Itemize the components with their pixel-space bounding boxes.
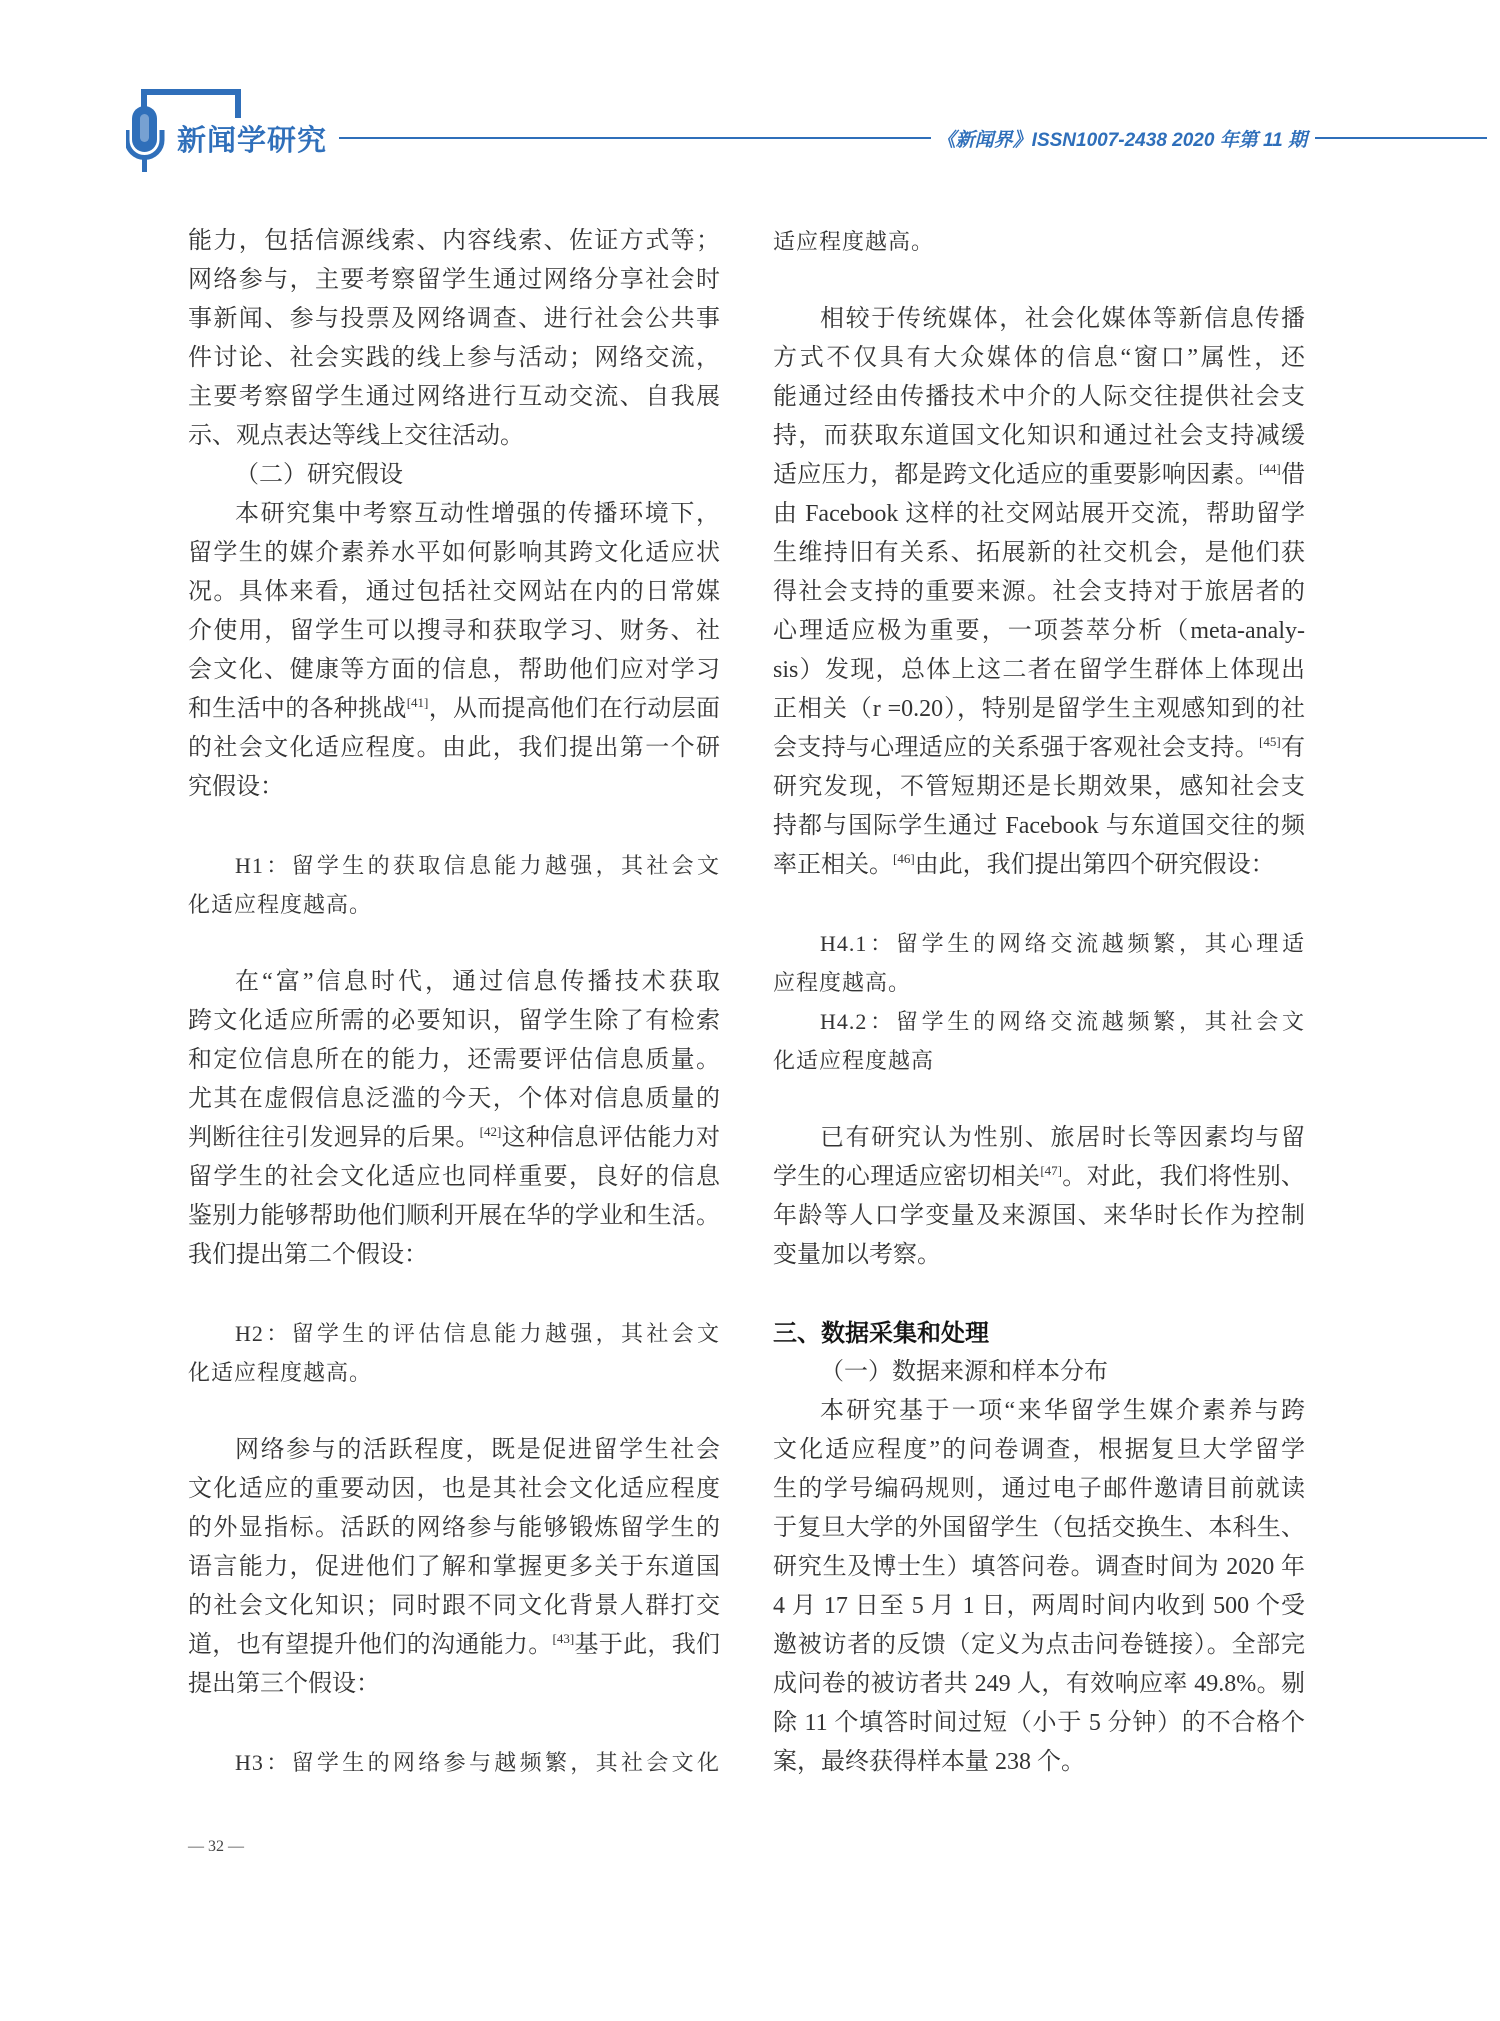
section-title: 新闻学研究 bbox=[177, 118, 329, 159]
page-number: — 32 — bbox=[188, 1838, 244, 1855]
text-line: 鉴别力能够帮助他们顺利开展在华的学业和生活。 bbox=[188, 1203, 720, 1229]
header-rule-end bbox=[1315, 137, 1487, 139]
hypothesis-line: 化适应程度越高。 bbox=[188, 1360, 373, 1385]
text-line: 于复旦大学的外国留学生（包括交换生、本科生、 bbox=[773, 1515, 1305, 1541]
text-line: 能通过经由传播技术中介的人际交往提供社会支 bbox=[773, 384, 1305, 410]
text-run: 借 bbox=[1280, 462, 1306, 488]
text-run: 基于此，我们 bbox=[574, 1632, 721, 1658]
text-line: 跨文化适应所需的必要知识，留学生除了有检索 bbox=[188, 1008, 720, 1034]
subsection-heading-title: （一）数据来源和样本分布 bbox=[820, 1359, 1108, 1385]
citation-marker: [45] bbox=[1259, 734, 1281, 749]
text-line: 的社会文化知识；同时跟不同文化背景人群打交 bbox=[188, 1593, 720, 1619]
hypothesis-line: H1：留学生的获取信息能力越强，其社会文 bbox=[235, 853, 720, 878]
text-line: 提出第三个假设： bbox=[188, 1671, 380, 1697]
text-line: 邀被访者的反馈（定义为点击问卷链接）。全部完 bbox=[773, 1632, 1305, 1658]
text-line: 变量加以考察。 bbox=[773, 1242, 941, 1268]
text-line: 已有研究认为性别、旅居时长等因素均与留 bbox=[820, 1125, 1305, 1151]
text-run: 适应压力，都是跨文化适应的重要影响因素。 bbox=[773, 462, 1260, 488]
text-line: 心理适应极为重要，一项荟萃分析（meta-analy- bbox=[773, 618, 1305, 644]
text-line: 我们提出第二个假设： bbox=[188, 1242, 428, 1268]
text-line: 本研究集中考察互动性增强的传播环境下， bbox=[235, 501, 720, 527]
text-line: 由 Facebook 这样的社交网站展开交流，帮助留学 bbox=[773, 501, 1305, 527]
hypothesis-line: H2：留学生的评估信息能力越强，其社会文 bbox=[235, 1321, 720, 1346]
text-line: 的外显指标。活跃的网络参与能够锻炼留学生的 bbox=[188, 1515, 720, 1541]
text-line bbox=[188, 1119, 720, 1158]
text-run: 。对此，我们将性别、 bbox=[1062, 1164, 1306, 1190]
text-line: 和定位信息所在的能力，还需要评估信息质量。 bbox=[188, 1047, 720, 1073]
hypothesis-line: H3：留学生的网络参与越频繁，其社会文化 bbox=[235, 1750, 720, 1775]
text-line: 持，而获取东道国文化知识和通过社会支持减缓 bbox=[773, 423, 1305, 449]
text-line: 生维持旧有关系、拓展新的社交机会，是他们获 bbox=[773, 540, 1305, 566]
text-line: 正相关（r =0.20），特别是留学生主观感知到的社 bbox=[773, 696, 1305, 722]
hypothesis bbox=[188, 1314, 720, 1392]
text-run: 道，也有望提升他们的沟通能力。 bbox=[188, 1632, 553, 1658]
text-run: 判断往往引发迥异的后果。 bbox=[188, 1125, 480, 1151]
paragraph bbox=[773, 1119, 1305, 1275]
paragraph bbox=[773, 1392, 1305, 1782]
text-line: 文化适应程度”的问卷调查，根据复旦大学留学 bbox=[773, 1437, 1305, 1463]
text-run: 这种信息评估能力对 bbox=[501, 1125, 721, 1151]
text-line: 本研究基于一项“来华留学生媒介素养与跨 bbox=[820, 1398, 1305, 1424]
text-line: 在“富”信息时代，通过信息传播技术获取 bbox=[235, 969, 720, 995]
text-run: 学生的心理适应密切相关 bbox=[773, 1164, 1041, 1190]
text-line: 会文化、健康等方面的信息，帮助他们应对学习 bbox=[188, 657, 720, 683]
text-line: 留学生的媒介素养水平如何影响其跨文化适应状 bbox=[188, 540, 720, 566]
text-run: 由此，我们提出第四个研究假设： bbox=[914, 852, 1275, 878]
hypothesis-line: 化适应程度越高。 bbox=[188, 892, 373, 917]
paragraph bbox=[188, 495, 720, 807]
text-line bbox=[773, 729, 1305, 768]
paragraph bbox=[188, 963, 720, 1275]
text-line: 生的学号编码规则，通过电子邮件邀请目前就读 bbox=[773, 1476, 1305, 1502]
hypothesis bbox=[773, 222, 1305, 261]
hypothesis-line: H4.2：留学生的网络交流越频繁，其社会文 bbox=[820, 1009, 1305, 1034]
text-line: 语言能力，促进他们了解和掌握更多关于东道国 bbox=[188, 1554, 720, 1580]
text-line bbox=[773, 846, 1305, 885]
citation-marker: [41] bbox=[406, 695, 429, 710]
left-column bbox=[188, 222, 720, 1782]
text-line: 示、观点表达等线上交往活动。 bbox=[188, 423, 524, 449]
hypothesis bbox=[773, 1002, 1305, 1080]
text-run: 率正相关。 bbox=[773, 852, 893, 878]
text-line: sis）发现，总体上这二者在留学生群体上体现出 bbox=[773, 657, 1305, 683]
text-line: 介使用，留学生可以搜寻和获取学习、财务、社 bbox=[188, 618, 720, 644]
text-line bbox=[188, 690, 720, 729]
text-line: 网络参与的活跃程度，既是促进留学生社会 bbox=[235, 1437, 720, 1463]
subsection-heading-title: （二）研究假设 bbox=[235, 462, 403, 488]
text-run: ，从而提高他们在行动层面 bbox=[428, 696, 721, 722]
text-line bbox=[188, 1626, 720, 1665]
text-line: 事新闻、参与投票及网络调查、进行社会公共事 bbox=[188, 306, 720, 332]
text-line: 研究生及博士生）填答问卷。调查时间为 2020 年 bbox=[773, 1554, 1305, 1580]
text-line: 案，最终获得样本量 238 个。 bbox=[773, 1749, 1085, 1775]
text-line: 留学生的社会文化适应也同样重要，良好的信息 bbox=[188, 1164, 720, 1190]
text-line: 件讨论、社会实践的线上参与活动；网络交流， bbox=[188, 345, 720, 371]
citation-marker: [42] bbox=[479, 1124, 502, 1139]
subsection-heading bbox=[773, 1353, 1305, 1392]
text-line: 尤其在虚假信息泛滥的今天，个体对信息质量的 bbox=[188, 1086, 720, 1112]
paragraph bbox=[773, 300, 1305, 885]
text-line: 网络参与，主要考察留学生通过网络分享社会时 bbox=[188, 267, 720, 293]
header-rule bbox=[339, 137, 931, 139]
text-line: 况。具体来看，通过包括社交网站在内的日常媒 bbox=[188, 579, 720, 605]
section-heading-title: 三、数据采集和处理 bbox=[773, 1319, 989, 1347]
text-line: 主要考察留学生通过网络进行互动交流、自我展 bbox=[188, 384, 720, 410]
text-line: 成问卷的被访者共 249 人，有效响应率 49.8%。剔 bbox=[773, 1671, 1305, 1697]
running-header bbox=[177, 118, 1487, 158]
text-line bbox=[773, 456, 1305, 495]
text-line: 相较于传统媒体，社会化媒体等新信息传播 bbox=[820, 306, 1305, 332]
citation-marker: [46] bbox=[893, 851, 915, 866]
hypothesis-line: 适应程度越高。 bbox=[773, 229, 935, 254]
text-line bbox=[773, 1158, 1305, 1197]
hypothesis-line: H4.1：留学生的网络交流越频繁，其心理适 bbox=[820, 931, 1305, 956]
citation-marker: [43] bbox=[552, 1631, 575, 1646]
paragraph bbox=[188, 222, 720, 456]
text-run: 和生活中的各种挑战 bbox=[188, 696, 407, 722]
hypothesis-line: 化适应程度越高 bbox=[773, 1048, 935, 1073]
paragraph bbox=[188, 1431, 720, 1704]
text-line: 得社会支持的重要来源。社会支持对于旅居者的 bbox=[773, 579, 1305, 605]
section-heading bbox=[773, 1314, 1305, 1353]
text-line: 持都与国际学生通过 Facebook 与东道国交往的频 bbox=[773, 813, 1305, 839]
text-line: 4 月 17 日至 5 月 1 日，两周时间内收到 500 个受 bbox=[773, 1593, 1305, 1619]
text-line: 的社会文化适应程度。由此，我们提出第一个研 bbox=[188, 735, 720, 761]
text-line: 文化适应的重要动因，也是其社会文化适应程度 bbox=[188, 1476, 720, 1502]
hypothesis-line: 应程度越高。 bbox=[773, 970, 912, 995]
hypothesis bbox=[188, 846, 720, 924]
subsection-heading bbox=[188, 456, 720, 495]
text-run: 有 bbox=[1280, 735, 1306, 761]
text-line: 方式不仅具有大众媒体的信息“窗口”属性，还 bbox=[773, 345, 1305, 371]
text-run: 会支持与心理适应的关系强于客观社会支持。 bbox=[773, 735, 1260, 761]
text-line: 研究发现，不管短期还是长期效果，感知社会支 bbox=[773, 774, 1305, 800]
hypothesis bbox=[773, 924, 1305, 1002]
text-line: 年龄等人口学变量及来源国、来华时长作为控制 bbox=[773, 1203, 1305, 1229]
right-column bbox=[773, 222, 1305, 1782]
text-line: 除 11 个填答时间过短（小于 5 分钟）的不合格个 bbox=[773, 1710, 1305, 1736]
text-line: 究假设： bbox=[188, 774, 284, 800]
citation-marker: [44] bbox=[1259, 461, 1281, 476]
text-line: 能力，包括信源线索、内容线索、佐证方式等； bbox=[188, 228, 720, 254]
journal-info: 《新闻界》ISSN1007-2438 2020 年第 11 期 bbox=[936, 129, 1307, 151]
hypothesis bbox=[188, 1743, 720, 1782]
citation-marker: [47] bbox=[1040, 1163, 1062, 1178]
